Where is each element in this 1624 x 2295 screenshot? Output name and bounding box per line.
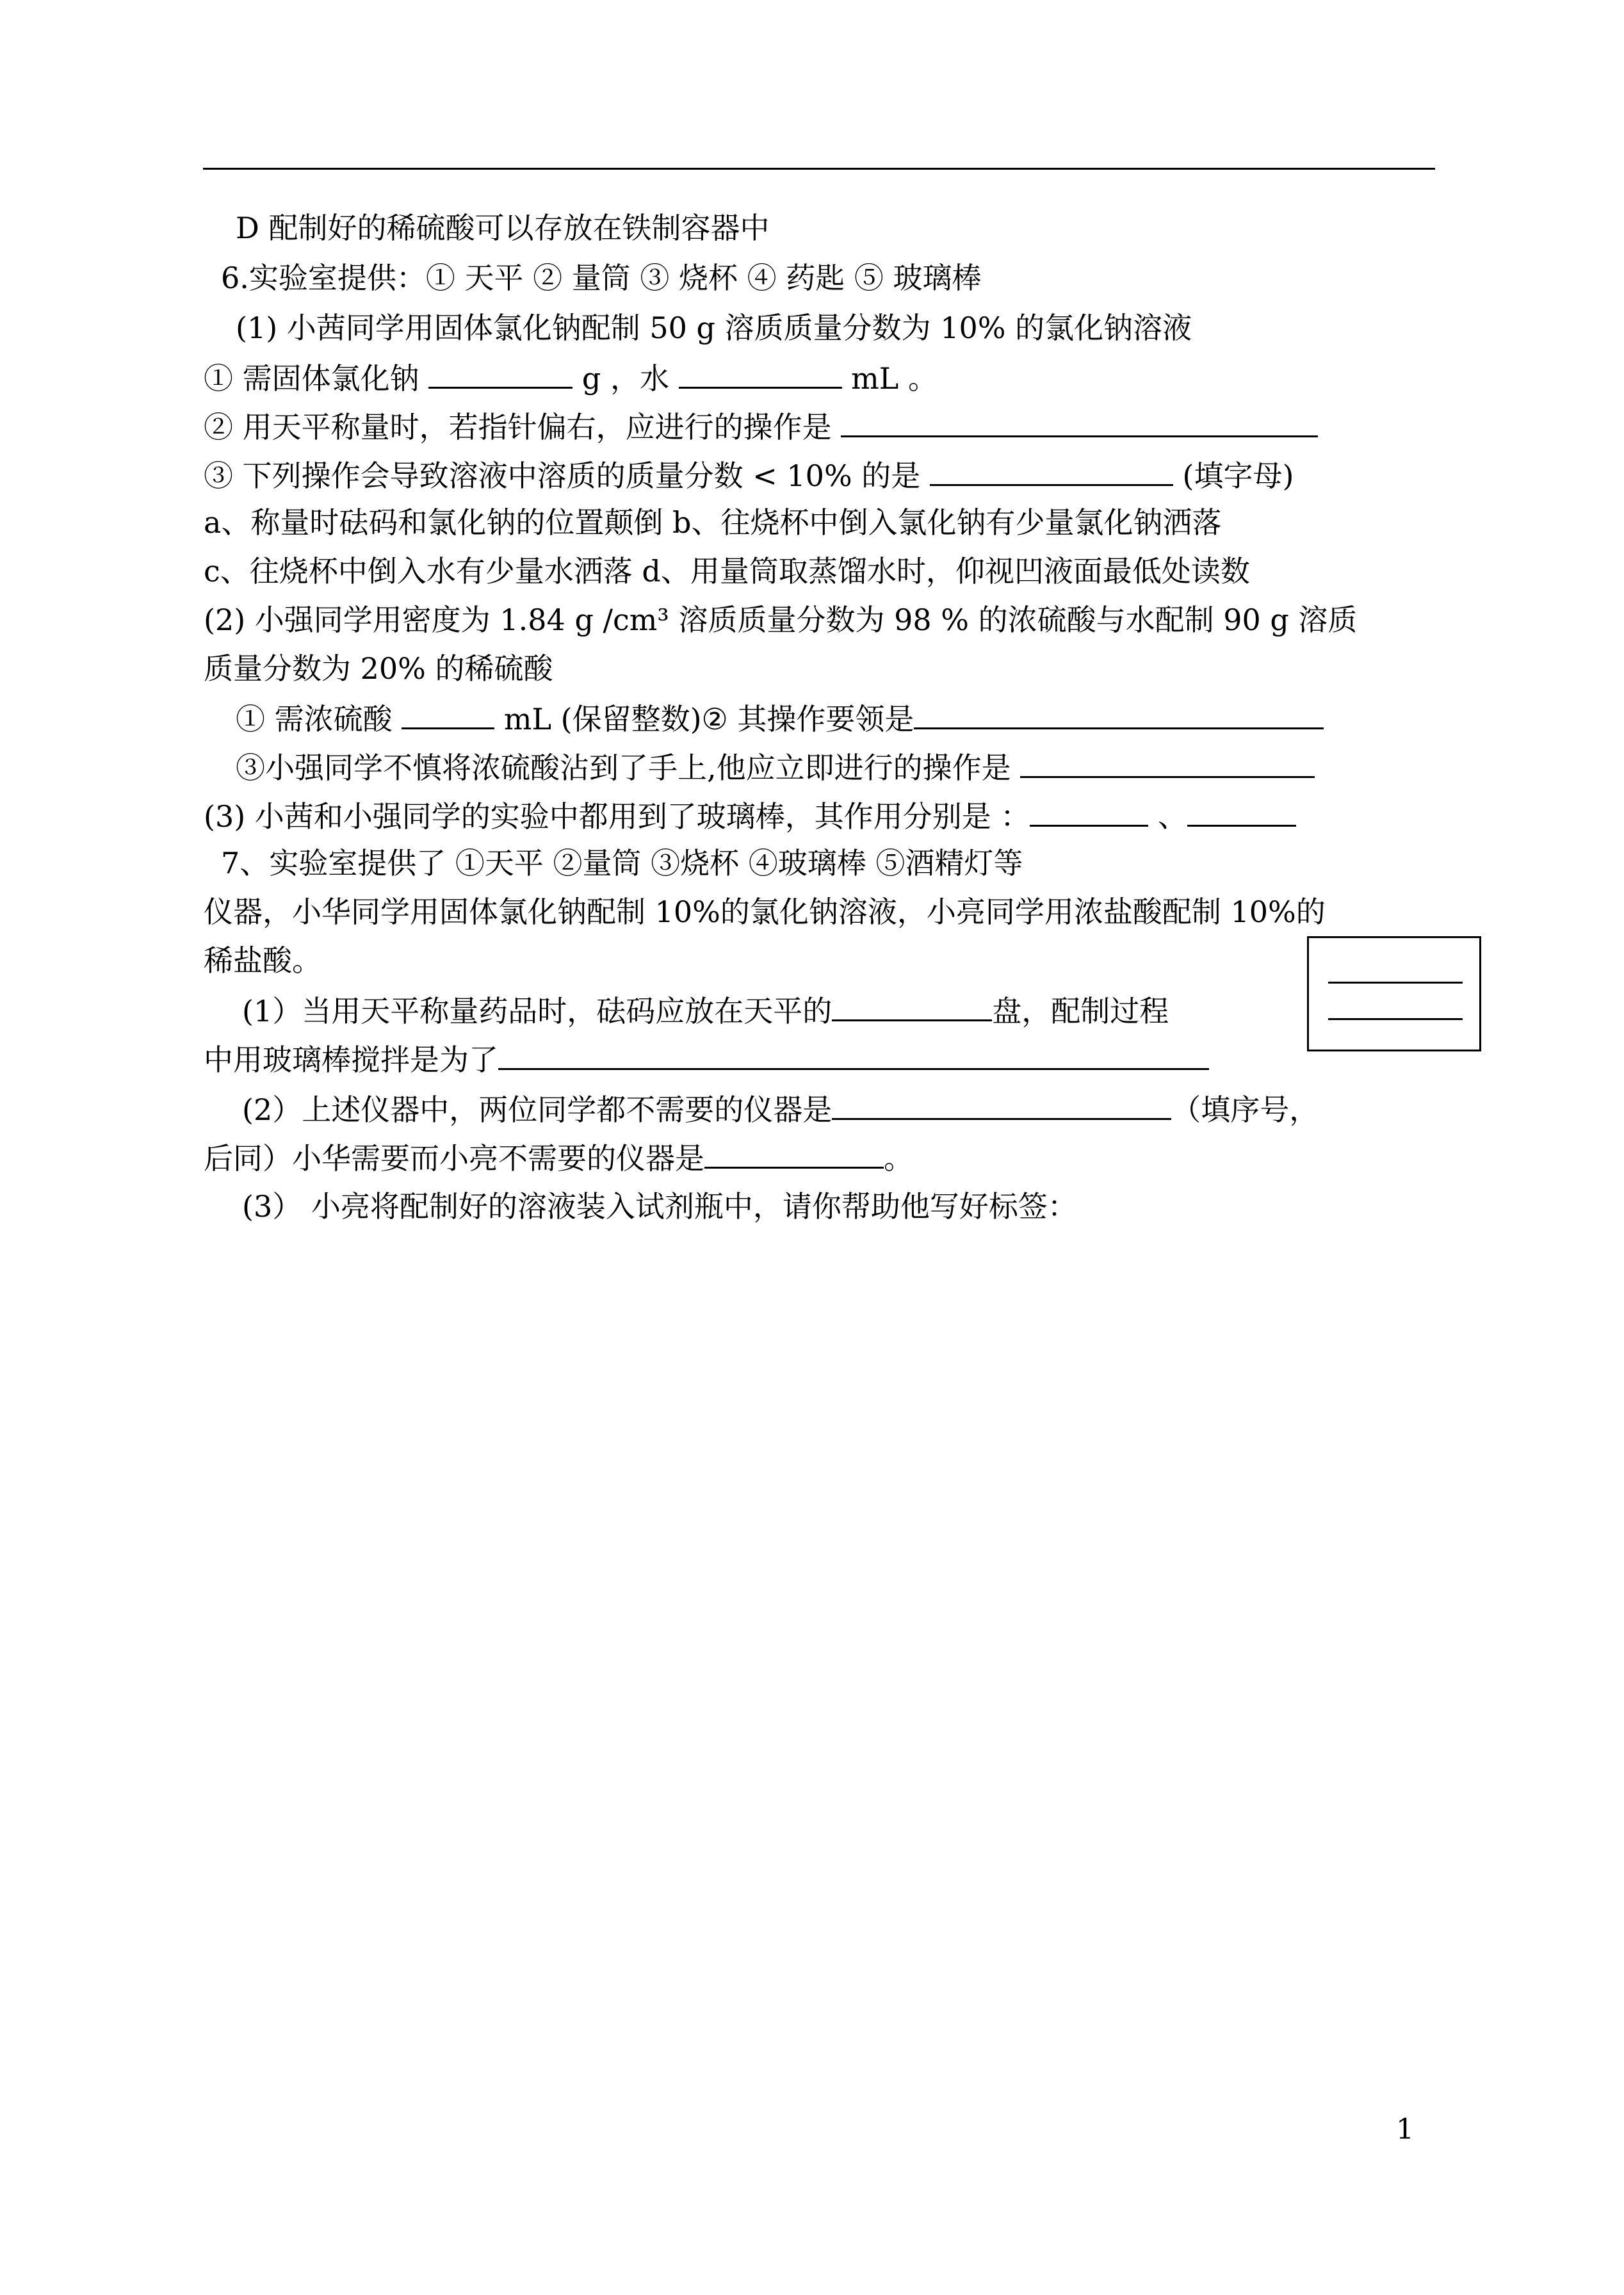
answer-blank[interactable]	[498, 1039, 1209, 1070]
choice-c-d: c、往烧杯中倒入水有少量水洒落 d、用量筒取蒸馏水时，仰视凹液面最低处读数	[204, 554, 1250, 588]
question-6-title: 6.实验室提供：① 天平 ② 量筒 ③ 烧杯 ④ 药匙 ⑤ 玻璃棒	[221, 261, 982, 295]
q6-2-item-3: ③小强同学不慎将浓硫酸沾到了手上,他应立即进行的操作是	[236, 747, 1315, 787]
answer-blank[interactable]	[1030, 795, 1148, 827]
q7-part-1: (1）当用天平称量药品时，砝码应放在天平的 盘，配制过程	[242, 990, 1169, 1030]
answer-blank[interactable]	[841, 406, 1318, 437]
label-blank-line[interactable]	[1328, 982, 1463, 984]
answer-blank[interactable]	[1187, 795, 1296, 827]
page-number: 1	[1396, 2113, 1414, 2146]
q6-part-3: (3) 小茜和小强同学的实验中都用到了玻璃棒，其作用分别是 ： 、	[204, 795, 1296, 836]
answer-blank[interactable]	[679, 357, 842, 389]
q6-part-2-cont: 质量分数为 20% 的稀硫酸	[204, 651, 553, 686]
answer-blank[interactable]	[1020, 747, 1315, 778]
question-7-cont-2: 稀盐酸。	[204, 943, 321, 978]
answer-blank[interactable]	[930, 455, 1173, 486]
option-d: D 配制好的稀硫酸可以存放在铁制容器中	[236, 211, 770, 245]
q6-1-item-1: ① 需固体氯化钠 g ，水 mL 。	[204, 357, 938, 398]
q7-part-3: (3） 小亮将配制好的溶液装入试剂瓶中，请你帮助他写好标签：	[242, 1189, 1077, 1224]
question-7-cont-1: 仪器，小华同学用固体氯化钠配制 10%的氯化钠溶液，小亮同学用浓盐酸配制 10%的	[204, 895, 1326, 929]
question-7-title: 7、实验室提供了 ①天平 ②量筒 ③烧杯 ④玻璃棒 ⑤酒精灯等	[221, 846, 1023, 880]
q6-2-item-1: ① 需浓硫酸 mL (保留整数)② 其操作要领是	[236, 698, 1324, 738]
q7-part-1-cont: 中用玻璃棒搅拌是为了	[204, 1039, 1209, 1079]
label-blank-line[interactable]	[1328, 1018, 1463, 1020]
choice-a-b: a、称量时砝码和氯化钠的位置颠倒 b、往烧杯中倒入氯化钠有少量氯化钠洒落	[204, 505, 1222, 540]
q6-1-item-2: ② 用天平称量时，若指针偏右，应进行的操作是	[204, 406, 1318, 446]
q7-part-2-cont: 后同）小华需要而小亮不需要的仪器是 。	[204, 1137, 913, 1178]
answer-blank[interactable]	[914, 698, 1324, 729]
q6-part-1: (1) 小茜同学用固体氯化钠配制 50 g 溶质质量分数为 10% 的氯化钠溶液	[236, 311, 1192, 345]
reagent-label-box	[1307, 936, 1481, 1051]
answer-blank[interactable]	[704, 1137, 884, 1169]
answer-blank[interactable]	[832, 1089, 1171, 1120]
q6-part-2: (2) 小强同学用密度为 1.84 g /cm³ 溶质质量分数为 98 % 的浓硫酸与水配制 90 g 溶质	[204, 603, 1358, 637]
answer-blank[interactable]	[402, 698, 494, 729]
header-rule	[203, 168, 1435, 170]
answer-blank[interactable]	[832, 990, 992, 1021]
q7-part-2: (2）上述仪器中，两位同学都不需要的仪器是 （填序号，	[242, 1089, 1319, 1129]
q6-1-item-3: ③ 下列操作会导致溶液中溶质的质量分数 < 10% 的是 (填字母)	[204, 455, 1294, 495]
answer-blank[interactable]	[428, 357, 572, 389]
